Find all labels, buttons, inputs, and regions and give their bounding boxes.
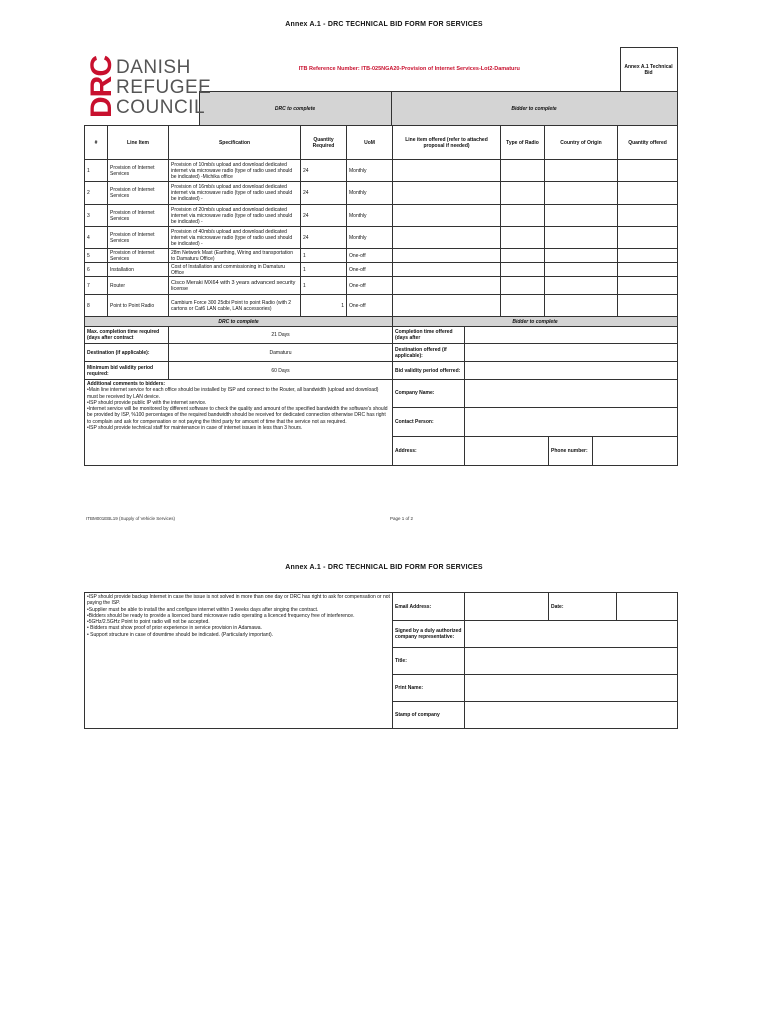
title-label: Title:: [393, 648, 465, 675]
company-name-label: Company Name:: [393, 380, 465, 408]
col-header-type-of-radio: Type of Radio: [501, 126, 545, 160]
itb-reference: [199, 48, 620, 92]
comment-item: •ISP should provide public IP with the internet service.: [87, 399, 207, 406]
email-label: Email Address:: [393, 593, 465, 621]
address-input[interactable]: [465, 436, 549, 465]
row-offered-input[interactable]: [393, 249, 501, 263]
max-completion-label: Max. completion time required (days after contract: [85, 327, 169, 344]
completion-offered-label: Completion time offered (days after: [393, 327, 465, 344]
row-item: Provision of Internet Services: [108, 160, 169, 182]
contact-person-input[interactable]: [465, 407, 678, 436]
row-country-input[interactable]: [545, 227, 618, 249]
completion-offered-input[interactable]: [465, 327, 678, 344]
row-num: 2: [85, 182, 108, 205]
row-spec: 28m Network Mast (Earthing, Wiring and transportation to Damaturu Office): [169, 249, 301, 263]
logo-line-1: DANISH: [116, 56, 191, 78]
table-row: [85, 263, 678, 277]
row-qty-offered-input[interactable]: [618, 205, 678, 227]
email-input[interactable]: [465, 593, 549, 621]
row-offered-input[interactable]: [393, 295, 501, 317]
row-uom: Monthly: [347, 227, 393, 249]
min-bid-validity-value: 60 Days: [169, 362, 393, 380]
row-qty: 1: [301, 263, 347, 277]
row-radio-input[interactable]: [501, 263, 545, 277]
table-row: [85, 249, 678, 263]
row-country-input[interactable]: [545, 295, 618, 317]
row-qty-offered-input[interactable]: [618, 295, 678, 317]
row-num: 7: [85, 277, 108, 295]
row-num: 3: [85, 205, 108, 227]
row-country-input[interactable]: [545, 182, 618, 205]
row-offered-input[interactable]: [393, 205, 501, 227]
comment-item: •5GHz/2.5GHz Point to point radio will not be accepted.: [87, 619, 210, 626]
row-qty-offered-input[interactable]: [618, 277, 678, 295]
bid-validity-offered-label: Bid validity period offerred:: [393, 362, 465, 380]
row-num: 6: [85, 263, 108, 277]
row-country-input[interactable]: [545, 263, 618, 277]
destination-value: Damaturu: [169, 344, 393, 362]
page2-table: [84, 592, 678, 729]
stamp-input[interactable]: [465, 702, 678, 729]
table-header-row: [85, 126, 678, 160]
col-header-quantity: Quantity Required: [301, 126, 347, 160]
row-uom: Monthly: [347, 182, 393, 205]
row-offered-input[interactable]: [393, 263, 501, 277]
page-title: Annex A.1 - DRC TECHNICAL BID FORM FOR SERVICES: [285, 21, 483, 28]
footer-page-number: Page 1 of 2: [390, 516, 414, 521]
row-uom: One-off: [347, 295, 393, 317]
comments-table: [84, 379, 678, 466]
table-row: [85, 277, 678, 295]
row-uom: One-off: [347, 277, 393, 295]
row-item: Provision of Internet Services: [108, 205, 169, 227]
line-items-table: [84, 125, 678, 317]
page2-title: Annex A.1 - DRC TECHNICAL BID FORM FOR SERVICES: [285, 564, 483, 571]
row-offered-input[interactable]: [393, 277, 501, 295]
signature-input[interactable]: [465, 621, 678, 648]
comment-item: •ISP should provide technical staff for maintenance in case of internet issues in less than 3 hours.: [87, 425, 303, 432]
row-uom: One-off: [347, 249, 393, 263]
table-row: [85, 227, 678, 249]
row-item: Provision of Internet Services: [108, 182, 169, 205]
header-table: [84, 47, 678, 126]
row-qty-offered-input[interactable]: [618, 160, 678, 182]
logo-mark: DRC: [85, 55, 118, 118]
row-num: 8: [85, 295, 108, 317]
bidder-to-complete-label: Bidder to complete: [391, 92, 677, 126]
row-qty: 1: [301, 277, 347, 295]
table-row: [85, 160, 678, 182]
footer-doc-ref: ITBM001EBL19 (Supply of Vehicle Services): [86, 516, 176, 521]
row-qty: 24: [301, 182, 347, 205]
bid-validity-offered-input[interactable]: [465, 362, 678, 380]
company-name-input[interactable]: [465, 380, 678, 408]
col-header-specification: Specification: [169, 126, 301, 160]
row-qty: 24: [301, 160, 347, 182]
comment-item: • Bidders must show proof of prior experience in service provision in Adamawa.: [87, 625, 262, 632]
date-input[interactable]: [617, 593, 678, 621]
comment-item: •Internet service will be monitored by different software to check the quality and amount of the specified bandwidth the software's should be provided by ISP, %100 percentages of the required bandwidth should be received for dedicated connection otherwise DRC has right to complain and ask for compensation or not paying the third party for amount of time that the service not as required.: [87, 406, 388, 425]
row-spec: Provision of 16mb/s upload and download dedicated internet via microwave radio (type of radio used should be indicated) -: [169, 182, 301, 205]
logo-line-3: COUNCIL: [116, 96, 206, 118]
row-offered-input[interactable]: [393, 160, 501, 182]
drc-to-complete-label: DRC to complete: [199, 92, 391, 126]
row-spec: Cost of Installation and commissioning in Damaturu Office: [169, 263, 301, 277]
itb-value: ITB-025NGA20-Provision of Internet Services-Lot2-Damaturu: [361, 66, 520, 73]
comment-item: •Supplier must be able to install the and configure internet within 3 weeks days after singing the contract.: [87, 606, 319, 613]
annex-box: Annex A.1 Technical Bid: [620, 48, 677, 92]
row-radio-input[interactable]: [501, 227, 545, 249]
comment-item: •Bidders should be ready to provide a licenced band microwave radio operating a licenced frequency free of interference.: [87, 612, 355, 619]
row-item: Provision of Internet Services: [108, 227, 169, 249]
print-name-input[interactable]: [465, 675, 678, 702]
row-qty: 1: [301, 295, 347, 317]
itb-label: ITB Reference Number:: [298, 66, 360, 73]
row-country-input[interactable]: [545, 277, 618, 295]
row-item: Installation: [108, 263, 169, 277]
col-header-uom: UoM: [347, 126, 393, 160]
row-radio-input[interactable]: [501, 249, 545, 263]
contact-person-label: Contact Person:: [393, 407, 465, 436]
logo-cell: [84, 48, 212, 126]
row-uom: Monthly: [347, 205, 393, 227]
comments-box: [85, 380, 393, 466]
col-header-quantity-offered: Quantity offered: [618, 126, 678, 160]
comment-item: •ISP should provide backup Internet in case the issue is not solved in more than one day or DRC has right to ask for compensation or not paying the ISP.: [87, 594, 390, 607]
row-item: Point to Point Radio: [108, 295, 169, 317]
address-label: Address:: [393, 436, 465, 465]
row-item: Router: [108, 277, 169, 295]
table-row: [85, 182, 678, 205]
comments-title: Additional comments to bidders:: [87, 381, 166, 387]
drc-to-complete-label-2: DRC to complete: [85, 317, 393, 327]
row-qty-offered-input[interactable]: [618, 263, 678, 277]
col-header-num: #: [85, 126, 108, 160]
col-header-line-item: Line Item: [108, 126, 169, 160]
destination-label: Destination (if applicable):: [85, 344, 169, 362]
row-qty-offered-input[interactable]: [618, 227, 678, 249]
row-radio-input[interactable]: [501, 160, 545, 182]
min-bid-validity-label: Minimum bid validity period required:: [85, 362, 169, 380]
row-qty: 24: [301, 205, 347, 227]
row-item: Provision of Internet Services: [108, 249, 169, 263]
row-offered-input[interactable]: [393, 182, 501, 205]
row-qty-offered-input[interactable]: [618, 182, 678, 205]
row-spec: Cambium Force 300 25dbi Point to point Radio (with 2 cartons or Cat6 LAN cable, LAN accessories): [169, 295, 301, 317]
row-spec: Provision of 10mb/s upload and download dedicated internet via microwave radio (type of radio used should be indicated) -Michika office: [169, 160, 301, 182]
destination-offered-label: Destination offered (if applicable):: [393, 344, 465, 362]
row-radio-input[interactable]: [501, 205, 545, 227]
col-header-country-of-origin: Country of Origin: [545, 126, 618, 160]
table-row: [85, 205, 678, 227]
signed-by-label: Signed by a duly authorized company representative:: [393, 621, 465, 648]
row-num: 5: [85, 249, 108, 263]
max-completion-value: 21 Days: [169, 327, 393, 344]
row-spec: Provision of 40mb/s upload and download dedicated internet via microwave radio (type of radio used should be indicated) -: [169, 227, 301, 249]
phone-label: Phone number:: [549, 436, 593, 465]
table-row: [85, 295, 678, 317]
bidder-to-complete-label-2: Bidder to complete: [393, 317, 678, 327]
row-country-input[interactable]: [545, 249, 618, 263]
stamp-label: Stamp of company: [393, 702, 465, 729]
comment-item: • Support structure in case of downtime should be indicated. (Particularly important).: [87, 631, 274, 638]
row-uom: One-off: [347, 263, 393, 277]
row-qty: 1: [301, 249, 347, 263]
page2-comments-box: [85, 593, 393, 729]
destination-offered-input[interactable]: [465, 344, 678, 362]
title-input[interactable]: [465, 648, 678, 675]
phone-input[interactable]: [593, 436, 678, 465]
comment-item: •Main line internet service for each office should be installed by ISP and connect to the Router, all bandwidth (upload and download) must be received by LAN device.: [87, 387, 379, 400]
row-qty-offered-input[interactable]: [618, 249, 678, 263]
col-header-line-item-offered: Line item offered (refer to attached proposal if needed): [393, 126, 501, 160]
completion-table: [84, 316, 678, 380]
row-country-input[interactable]: [545, 205, 618, 227]
row-radio-input[interactable]: [501, 182, 545, 205]
print-name-label: Print Name:: [393, 675, 465, 702]
logo-line-2: REFUGEE: [116, 76, 212, 98]
date-label: Date:: [549, 593, 617, 621]
row-offered-input[interactable]: [393, 227, 501, 249]
row-radio-input[interactable]: [501, 295, 545, 317]
row-num: 4: [85, 227, 108, 249]
row-uom: Monthly: [347, 160, 393, 182]
row-spec: Provision of 20mb/s upload and download dedicated internet via microwave radio (type of radio used should be indicated) -: [169, 205, 301, 227]
row-qty: 24: [301, 227, 347, 249]
row-spec: Cisco Meraki MX64 with 3 years advanced security license: [169, 277, 301, 295]
row-radio-input[interactable]: [501, 277, 545, 295]
row-num: 1: [85, 160, 108, 182]
row-country-input[interactable]: [545, 160, 618, 182]
